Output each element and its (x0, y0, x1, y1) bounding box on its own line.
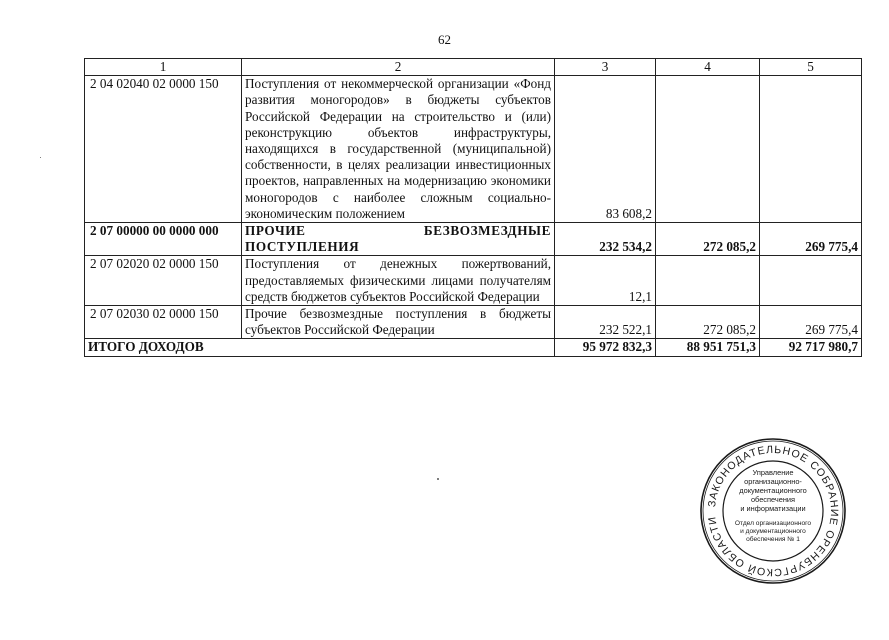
amount-col5: 269 775,4 (760, 306, 862, 339)
amount-col5 (760, 76, 862, 223)
official-stamp (699, 437, 847, 585)
stamp-outer-text: ЗАКОНОДАТЕЛЬНОЕ СОБРАНИЕ ОРЕНБУРГСКОЙ ОБЛАСТИ (706, 443, 841, 579)
stamp-line: обеспечения (750, 495, 796, 504)
column-header: 4 (656, 59, 760, 76)
revenue-description: ПРОЧИЕ БЕЗВОЗМЕЗДНЫЕ ПОСТУПЛЕНИЯ (242, 223, 555, 256)
budget-code: 2 07 00000 00 0000 000 (85, 223, 242, 256)
table-row (85, 306, 862, 339)
amount-col5 (760, 256, 862, 306)
column-header: 1 (85, 59, 242, 76)
scan-speck (40, 157, 41, 158)
amount-col3: 232 522,1 (555, 306, 656, 339)
total-col4: 88 951 751,3 (656, 339, 760, 356)
stamp-line: обеспечения № 1 (746, 536, 800, 543)
column-header: 2 (242, 59, 555, 76)
stamp-line: и документационного (740, 528, 806, 535)
amount-col4: 272 085,2 (656, 306, 760, 339)
total-col3: 95 972 832,3 (555, 339, 656, 356)
page-number: 62 (438, 32, 451, 47)
stamp-line: Управление (752, 468, 794, 477)
table-header-row (85, 59, 862, 76)
amount-col4: 272 085,2 (656, 223, 760, 256)
total-col5: 92 717 980,7 (760, 339, 862, 356)
amount-col4 (656, 76, 760, 223)
table-row (85, 223, 862, 256)
column-header: 5 (760, 59, 862, 76)
amount-col3: 12,1 (555, 256, 656, 306)
scan-speck (437, 478, 439, 480)
budget-code: 2 04 02040 02 0000 150 (85, 76, 242, 223)
amount-col4 (656, 256, 760, 306)
table-row (85, 76, 862, 223)
revenue-description: Поступления от денежных пожертвований, предоставляемых физическими лицами получателям средств бюджетов субъектов Российской Федерации (242, 256, 555, 306)
revenue-description: Поступления от некоммерческой организации «Фонд развития моногородов» в бюджеты субъектов Российской Федерации на строительство и (или) реконструкцию объектов инфраструктуры, находящихся в государственной (муниципальной) собственности, в целях реализации инвестиционных проектов, направленных на модернизацию экономики моногородов с наиболее сложным социально-экономическим положением (242, 76, 555, 223)
amount-col3: 83 608,2 (555, 76, 656, 223)
budget-code: 2 07 02030 02 0000 150 (85, 306, 242, 339)
budget-table (84, 58, 862, 357)
budget-code: 2 07 02020 02 0000 150 (85, 256, 242, 306)
total-row (85, 339, 862, 356)
table-row (85, 256, 862, 306)
stamp-line: и информатизации (740, 504, 806, 513)
stamp-line: Отдел организационного (734, 520, 812, 527)
stamp-line: документационного (739, 486, 807, 495)
revenue-description: Прочие безвозмездные поступления в бюджеты субъектов Российской Федерации (242, 306, 555, 339)
amount-col3: 232 534,2 (555, 223, 656, 256)
amount-col5: 269 775,4 (760, 223, 862, 256)
column-header: 3 (555, 59, 656, 76)
total-label: ИТОГО ДОХОДОВ (85, 339, 555, 356)
stamp-line: организационно- (744, 477, 802, 486)
